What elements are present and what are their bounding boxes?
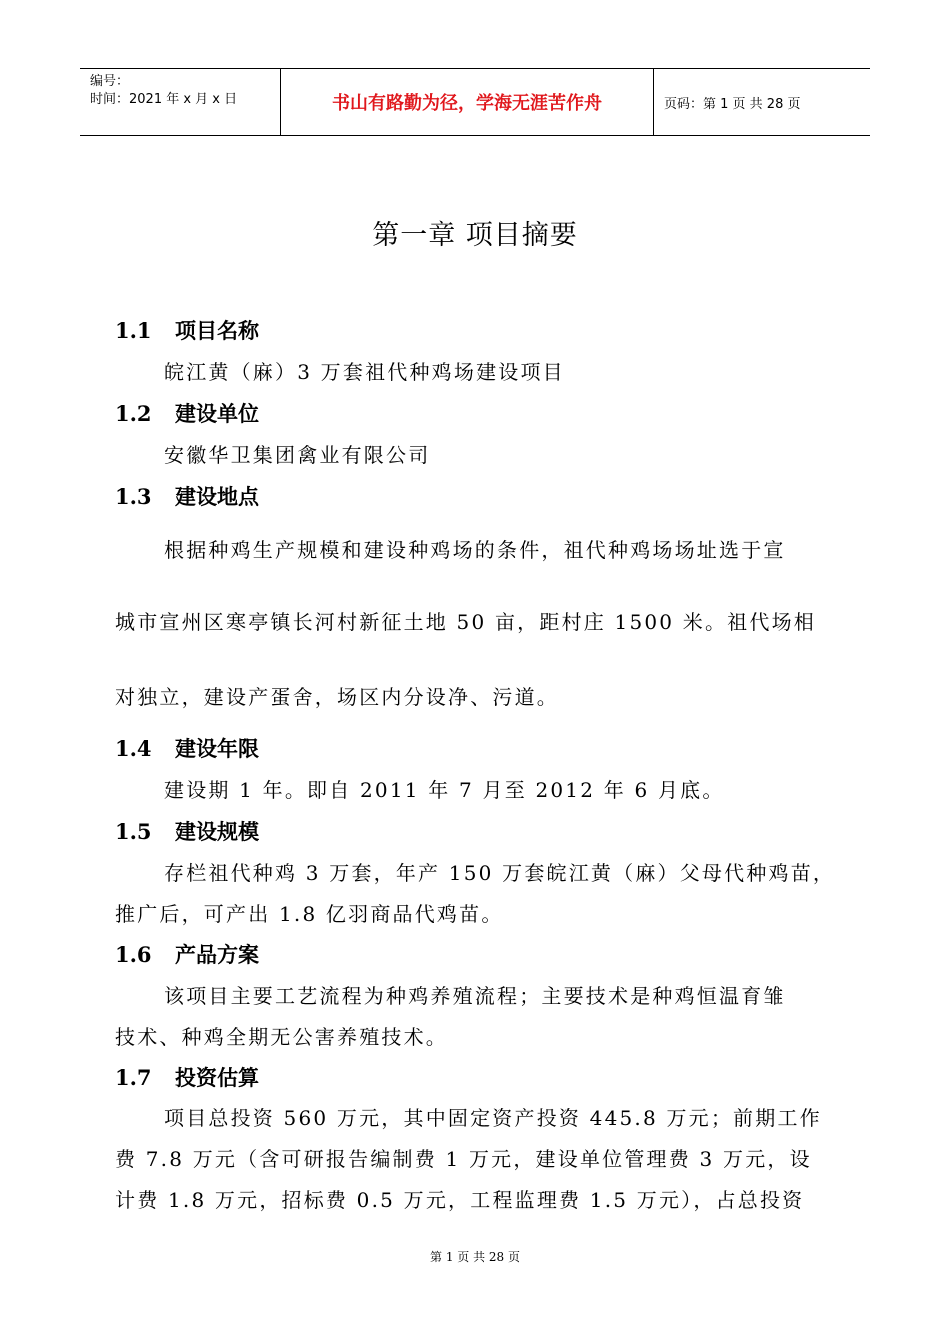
product-line: 技术、种鸡全期无公害养殖技术。 (115, 1025, 448, 1049)
investment-line: 计费 1.8 万元，招标费 0.5 万元，工程监理费 1.5 万元），占总投资 (115, 1188, 805, 1212)
section-heading-1-3 (115, 481, 259, 511)
scale-line: 存栏祖代种鸡 3 万套，年产 150 万套皖江黄（麻）父母代种鸡苗， (164, 861, 836, 885)
product-line: 该项目主要工艺流程为种鸡养殖流程；主要技术是种鸡恒温育雏 (164, 984, 786, 1008)
section-number: 1.2 (115, 401, 152, 426)
section-number: 1.5 (115, 819, 152, 844)
section-title: 投资估算 (175, 1065, 259, 1090)
section-number: 1.7 (115, 1065, 152, 1090)
chapter-title: 第一章 项目摘要 (372, 220, 578, 251)
location-line: 对独立，建设产蛋舍，场区内分设净、污道。 (115, 685, 559, 709)
section-title: 建设地点 (175, 484, 259, 509)
section-number: 1.3 (115, 484, 152, 509)
section-heading-1-2 (115, 398, 259, 428)
section-number: 1.6 (115, 942, 152, 967)
section-title: 建设规模 (175, 819, 259, 844)
section-heading-1-1 (115, 315, 259, 345)
header-meta (80, 69, 280, 135)
section-title: 项目名称 (175, 318, 259, 343)
scale-line: 推广后，可产出 1.8 亿羽商品代鸡苗。 (115, 902, 504, 926)
section-number: 1.1 (115, 318, 152, 343)
section-title: 建设年限 (175, 736, 259, 761)
investment-line: 费 7.8 万元（含可研报告编制费 1 万元，建设单位管理费 3 万元，设 (115, 1147, 812, 1171)
construction-unit-text: 安徽华卫集团禽业有限公司 (164, 443, 431, 467)
header-motto: 书山有路勤为径，学海无涯苦作舟 (280, 69, 654, 135)
location-line: 城市宣州区寒亭镇长河村新征土地 50 亩，距村庄 1500 米。祖代场相 (115, 610, 816, 634)
location-line: 根据种鸡生产规模和建设种鸡场的条件，祖代种鸡场场址选于宣 (164, 538, 786, 562)
project-name-text: 皖江黄（麻）3 万套祖代种鸡场建设项目 (164, 360, 565, 384)
document-date: 时间：2021 年 x 月 x 日 (90, 92, 238, 107)
section-title: 建设单位 (175, 401, 259, 426)
page-header (80, 68, 870, 136)
header-page-info: 页码：第 1 页 共 28 页 (664, 96, 801, 112)
section-heading-1-4 (115, 733, 259, 763)
section-heading-1-6 (115, 939, 259, 969)
page-footer: 第 1 页 共 28 页 (430, 1250, 520, 1264)
section-heading-1-5 (115, 816, 259, 846)
section-number: 1.4 (115, 736, 152, 761)
construction-period-text: 建设期 1 年。即自 2011 年 7 月至 2012 年 6 月底。 (164, 778, 725, 802)
document-number-label: 编号： (90, 74, 130, 89)
section-heading-1-7 (115, 1062, 259, 1092)
investment-line: 项目总投资 560 万元，其中固定资产投资 445.8 万元；前期工作 (164, 1106, 822, 1130)
section-title: 产品方案 (175, 942, 259, 967)
